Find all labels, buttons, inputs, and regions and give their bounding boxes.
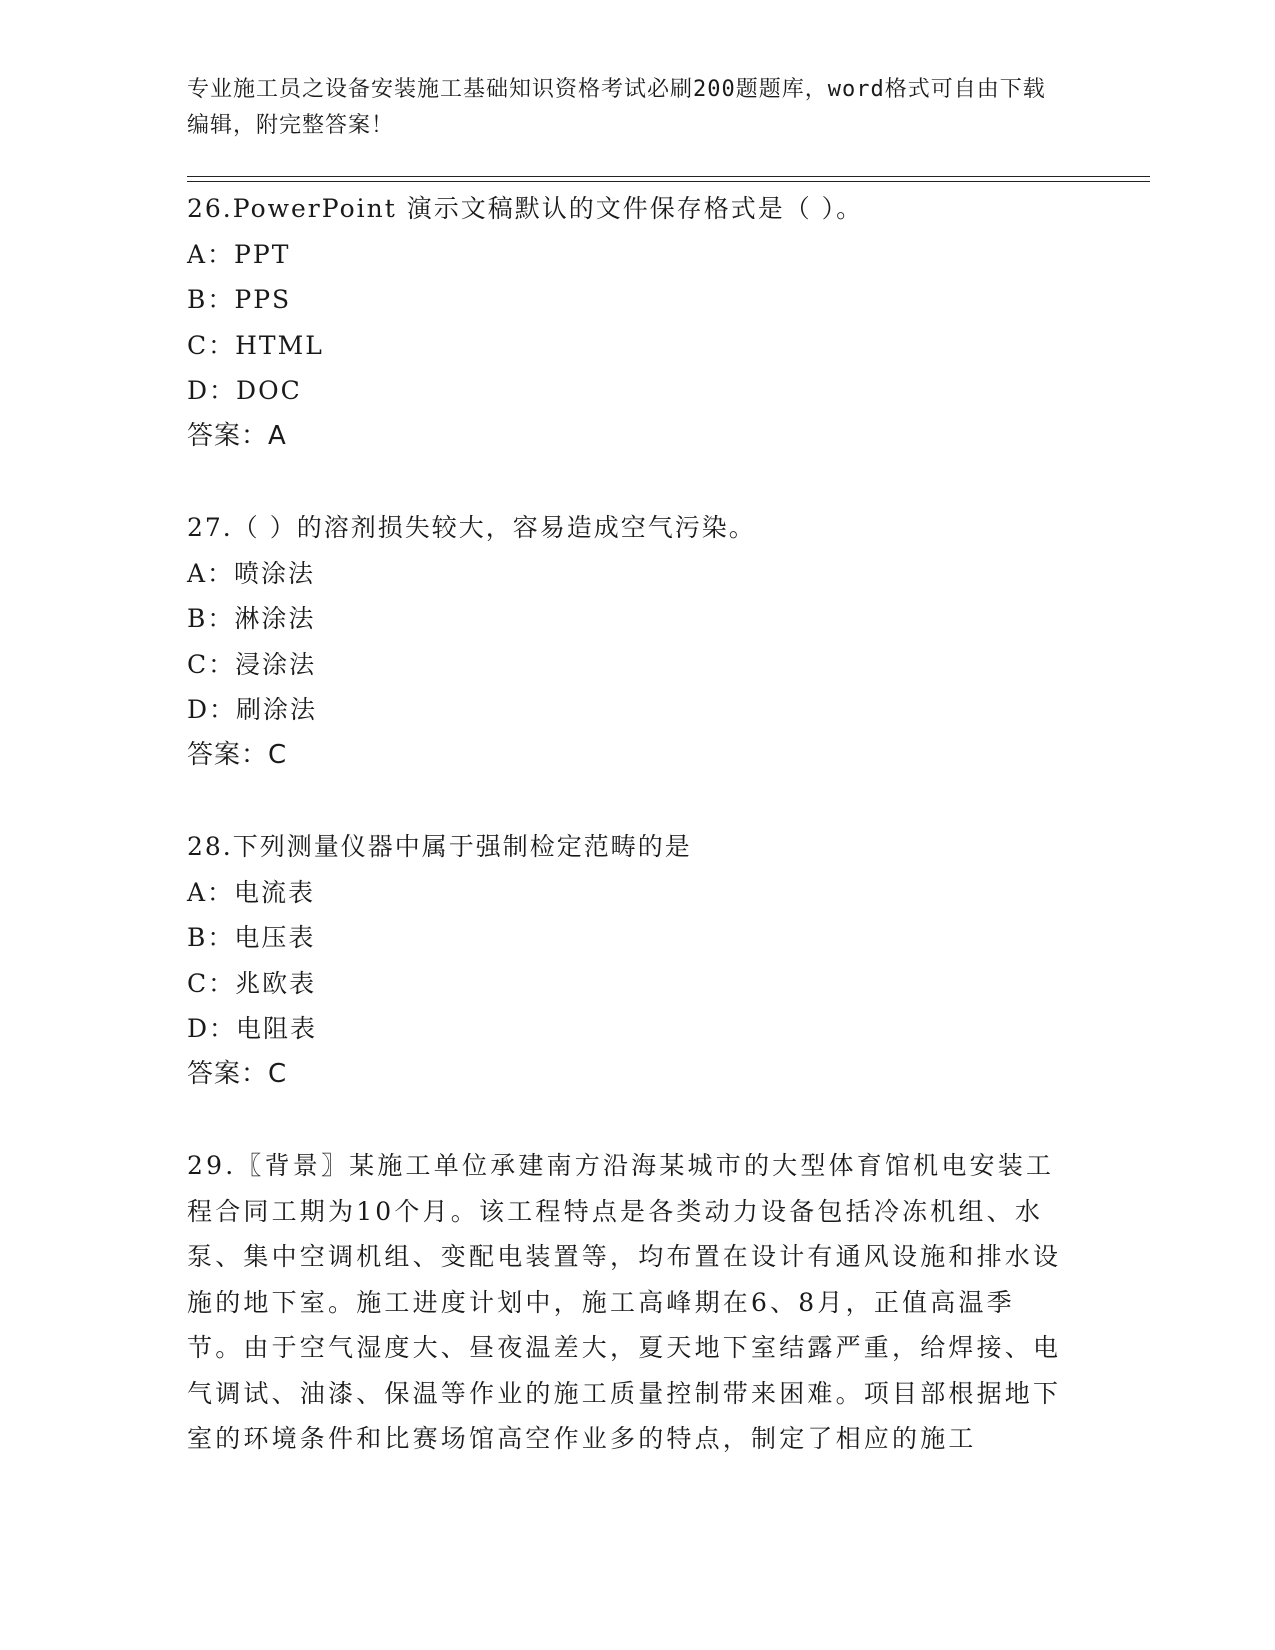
question-list xyxy=(187,186,1067,1462)
option-d: D：刷涂法 xyxy=(187,695,318,724)
document-header: 专业施工员之设备安装施工基础知识资格考试必刷200题题库，word格式可自由下载编辑，附完整答案！ xyxy=(187,77,1046,138)
option-d: D：电阻表 xyxy=(187,1014,318,1043)
question-29: 29.〖背景〗某施工单位承建南方沿海某城市的大型体育馆机电安装工程合同工期为10个月。该工程特点是各类动力设备包括冷冻机组、水泵、集中空调机组、变配电装置等，均布置在设计有通风设施和排水设施的地下室。施工进度计划中，施工高峰期在6、8月，正值高温季节。由于空气湿度大、昼夜温差大，夏天地下室结露严重，给焊接、电气调试、油漆、保温等作业的施工质量控制带来困难。项目部根据地下室的环境条件和比赛场馆高空作业多的特点，制定了相应的施工 xyxy=(187,1151,1062,1453)
option-d: D：DOC xyxy=(187,376,302,405)
answer-label: 答案：A xyxy=(187,420,287,451)
question-28 xyxy=(187,824,1067,1097)
answer-label: 答案：C xyxy=(187,739,288,770)
header-divider-bottom xyxy=(187,181,1150,182)
option-a: A：PPT xyxy=(187,239,291,269)
question-27 xyxy=(187,505,1067,778)
option-a: A：喷涂法 xyxy=(187,558,316,588)
answer-label: 答案：C xyxy=(187,1058,288,1089)
option-c: C：兆欧表 xyxy=(187,968,317,998)
option-c: C：浸涂法 xyxy=(187,649,317,679)
option-b: B：电压表 xyxy=(187,923,316,952)
question-stem: 26.PowerPoint 演示文稿默认的文件保存格式是（ ）。 xyxy=(187,194,864,223)
header-divider-top xyxy=(187,176,1150,177)
option-c: C：HTML xyxy=(187,330,324,360)
option-b: B：PPS xyxy=(187,285,292,314)
question-26 xyxy=(187,186,1067,459)
option-a: A：电流表 xyxy=(187,877,316,907)
question-stem: 27.（ ）的溶剂损失较大，容易造成空气污染。 xyxy=(187,513,756,542)
option-b: B：淋涂法 xyxy=(187,604,316,633)
question-stem: 28.下列测量仪器中属于强制检定范畴的是 xyxy=(187,832,692,861)
